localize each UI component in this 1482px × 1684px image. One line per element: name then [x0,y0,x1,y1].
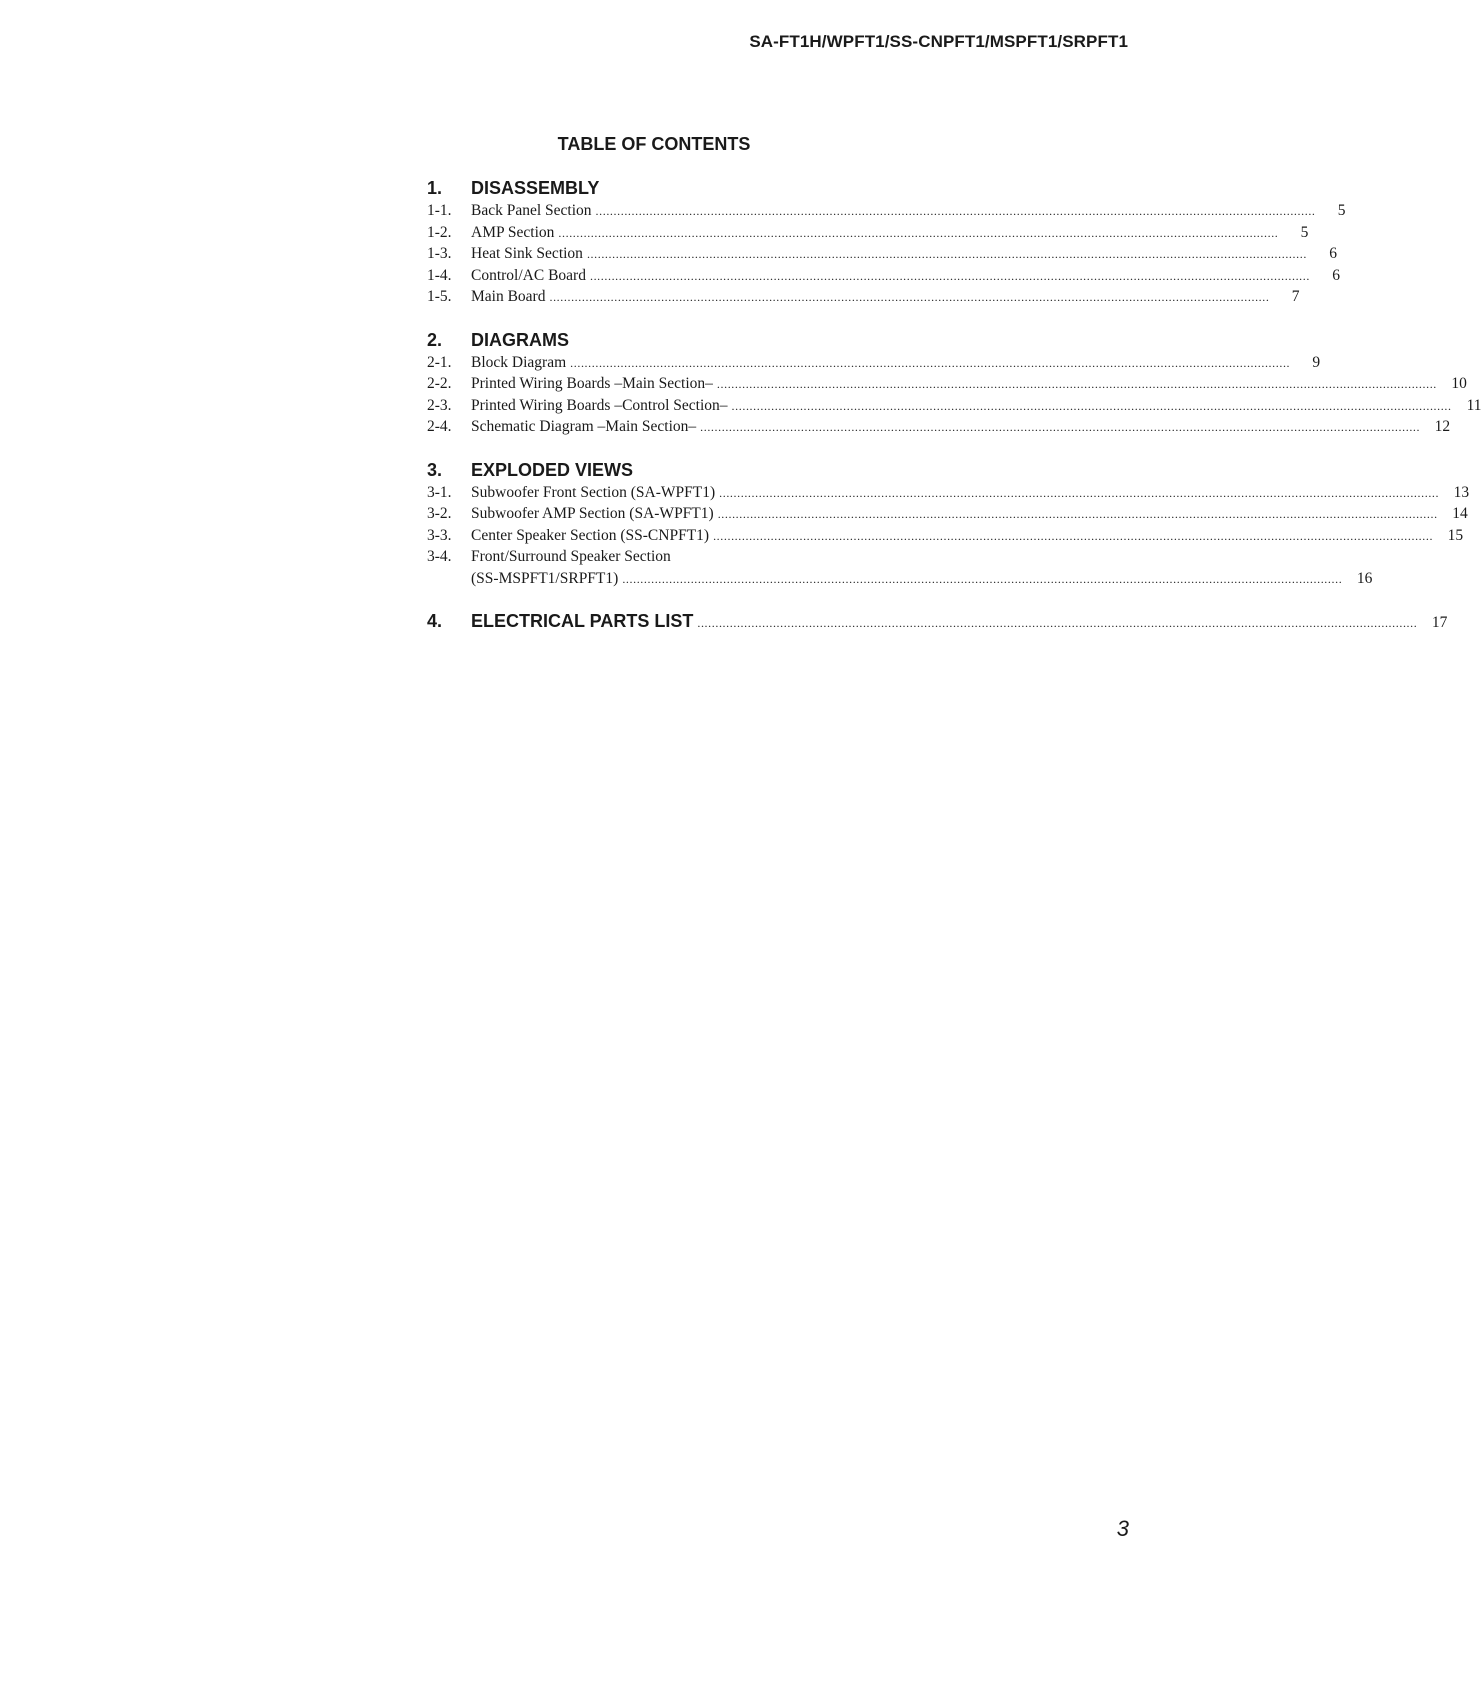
toc-entry-title: Main Board [471,288,546,305]
toc-entry[interactable] [427,200,1346,222]
toc-entry-page: 6 [1332,266,1340,284]
toc-section [427,177,1346,308]
toc-dot-leader: ........................................................................................................................................................................................................ [586,247,1307,261]
toc-entry[interactable] [427,265,1340,287]
toc-entry-title: Printed Wiring Boards –Main Section– [471,375,713,392]
toc-section-heading[interactable] [427,329,881,351]
toc-entry[interactable] [427,503,1468,525]
toc-entry-page: 11 [1466,396,1482,414]
toc-entry-list [427,200,1346,308]
toc-entry-title: Control/AC Board [471,266,586,284]
toc-entry-number: 3-1. [427,483,452,501]
toc-section [427,329,1482,438]
toc-dot-leader: ........................................................................................................................................................................................................ [589,268,1310,283]
toc-entry-page: 7 [1291,288,1300,305]
toc-section-heading[interactable] [427,177,881,199]
toc-dot-leader: ........................................................................................................................................................................................................ [549,290,1270,304]
toc-entry-page: 15 [1447,526,1464,544]
toc-dot-leader: ........................................................................................................................................................................................................ [700,420,1421,434]
toc-entry-number: 2-3. [427,396,452,414]
toc-entry[interactable] [427,568,1373,590]
toc-section-number: 4. [427,611,443,631]
toc-entry-title: Schematic Diagram –Main Section– [471,418,697,435]
toc-section-number: 3. [427,459,443,480]
toc-dot-leader: ........................................................................................................................................................................................................ [622,571,1343,586]
toc-entry-page: 16 [1356,569,1373,587]
toc-entry-page: 9 [1312,353,1321,371]
toc-section-page: 17 [1431,614,1448,631]
toc-title: TABLE OF CONTENTS [557,134,751,154]
toc-section-title: EXPLODED VIEWS [471,459,634,480]
toc-section-title: DIAGRAMS [471,329,569,350]
toc-entry-page: 12 [1434,418,1451,435]
toc-entry-title: AMP Section [471,223,555,241]
toc-entry-number: 2-1. [427,353,452,371]
toc-section-number: 1. [427,178,443,198]
toc-entry-title: Heat Sink Section [471,245,583,262]
toc-dot-leader: ........................................................................................................................................................................................................ [717,507,1438,521]
toc-dot-leader: ........................................................................................................................................................................................................ [719,485,1440,500]
toc-entry-page: 5 [1337,202,1346,219]
toc-section [427,610,1448,632]
toc-dot-leader: ........................................................................................................................................................................................................ [558,225,1279,240]
toc-entry-title: Printed Wiring Boards –Control Section– [471,396,728,414]
toc-entry-number: 1-3. [427,245,452,262]
toc-entry[interactable] [427,243,1337,265]
toc-entry-page: 13 [1453,483,1470,501]
toc-entry[interactable] [427,416,1451,438]
toc-dot-leader: ........................................................................................................................................................................................................ [595,204,1316,218]
toc-section-number: 2. [427,329,443,350]
toc-section-title: ELECTRICAL PARTS LIST [471,611,694,631]
toc-entry-title: Block Diagram [471,353,567,371]
toc-entry[interactable] [427,352,1321,374]
toc-entry-page: 5 [1300,223,1309,241]
toc-dot-leader: ........................................................................................................................................................................................................ [697,616,1418,630]
toc-entry-page: 6 [1329,245,1337,262]
toc-entry-number: 3-4. [427,548,452,565]
toc-dot-leader: ........................................................................................................................................................................................................ [716,377,1437,391]
toc-entry[interactable] [427,286,1300,308]
toc-dot-leader: ........................................................................................................................................................................................................ [570,355,1291,370]
toc-dot-leader: ........................................................................................................................................................................................................ [713,528,1434,543]
toc-entry-title: Center Speaker Section (SS-CNPFT1) [471,526,710,544]
toc-section-title: DISASSEMBLY [471,178,600,198]
table-of-contents [427,134,1482,653]
toc-entry-page: 14 [1452,505,1468,522]
toc-entry-title: Subwoofer Front Section (SA-WPFT1) [471,483,716,501]
toc-entry-number: 1-4. [427,266,452,284]
toc-entry-title: Subwoofer AMP Section (SA-WPFT1) [471,505,714,522]
toc-entry-title: Front/Surround Speaker Section [471,548,671,565]
toc-entry[interactable] [427,482,1470,504]
toc-dot-leader: ........................................................................................................................................................................................................ [731,398,1452,413]
document-model-header: SA-FT1H/WPFT1/SS-CNPFT1/MSPFT1/SRPFT1 [749,32,1128,51]
toc-section [427,459,1470,590]
toc-sections [427,177,1482,632]
toc-entry-title: (SS-MSPFT1/SRPFT1) [471,569,619,587]
toc-entry[interactable] [427,395,1482,417]
toc-entry-number: 1-1. [427,202,452,219]
toc-entry-title: Back Panel Section [471,202,592,219]
toc-entry[interactable] [427,373,1467,395]
toc-section-heading[interactable] [427,610,1448,632]
toc-entry[interactable] [427,525,1464,547]
toc-entry-number: 2-4. [427,418,452,435]
toc-entry[interactable] [427,222,1309,244]
toc-entry-list [427,482,1470,590]
toc-entry-page: 10 [1451,375,1467,392]
toc-entry-number: 3-2. [427,505,452,522]
toc-entry-number: 3-3. [427,526,452,544]
page-number: 3 [1116,1516,1129,1541]
toc-entry-number: 1-2. [427,223,452,241]
toc-entry[interactable] [427,546,881,568]
toc-entry-number: 1-5. [427,288,452,305]
toc-entry-number: 2-2. [427,375,452,392]
toc-section-heading[interactable] [427,459,881,481]
toc-entry-list [427,352,1482,438]
